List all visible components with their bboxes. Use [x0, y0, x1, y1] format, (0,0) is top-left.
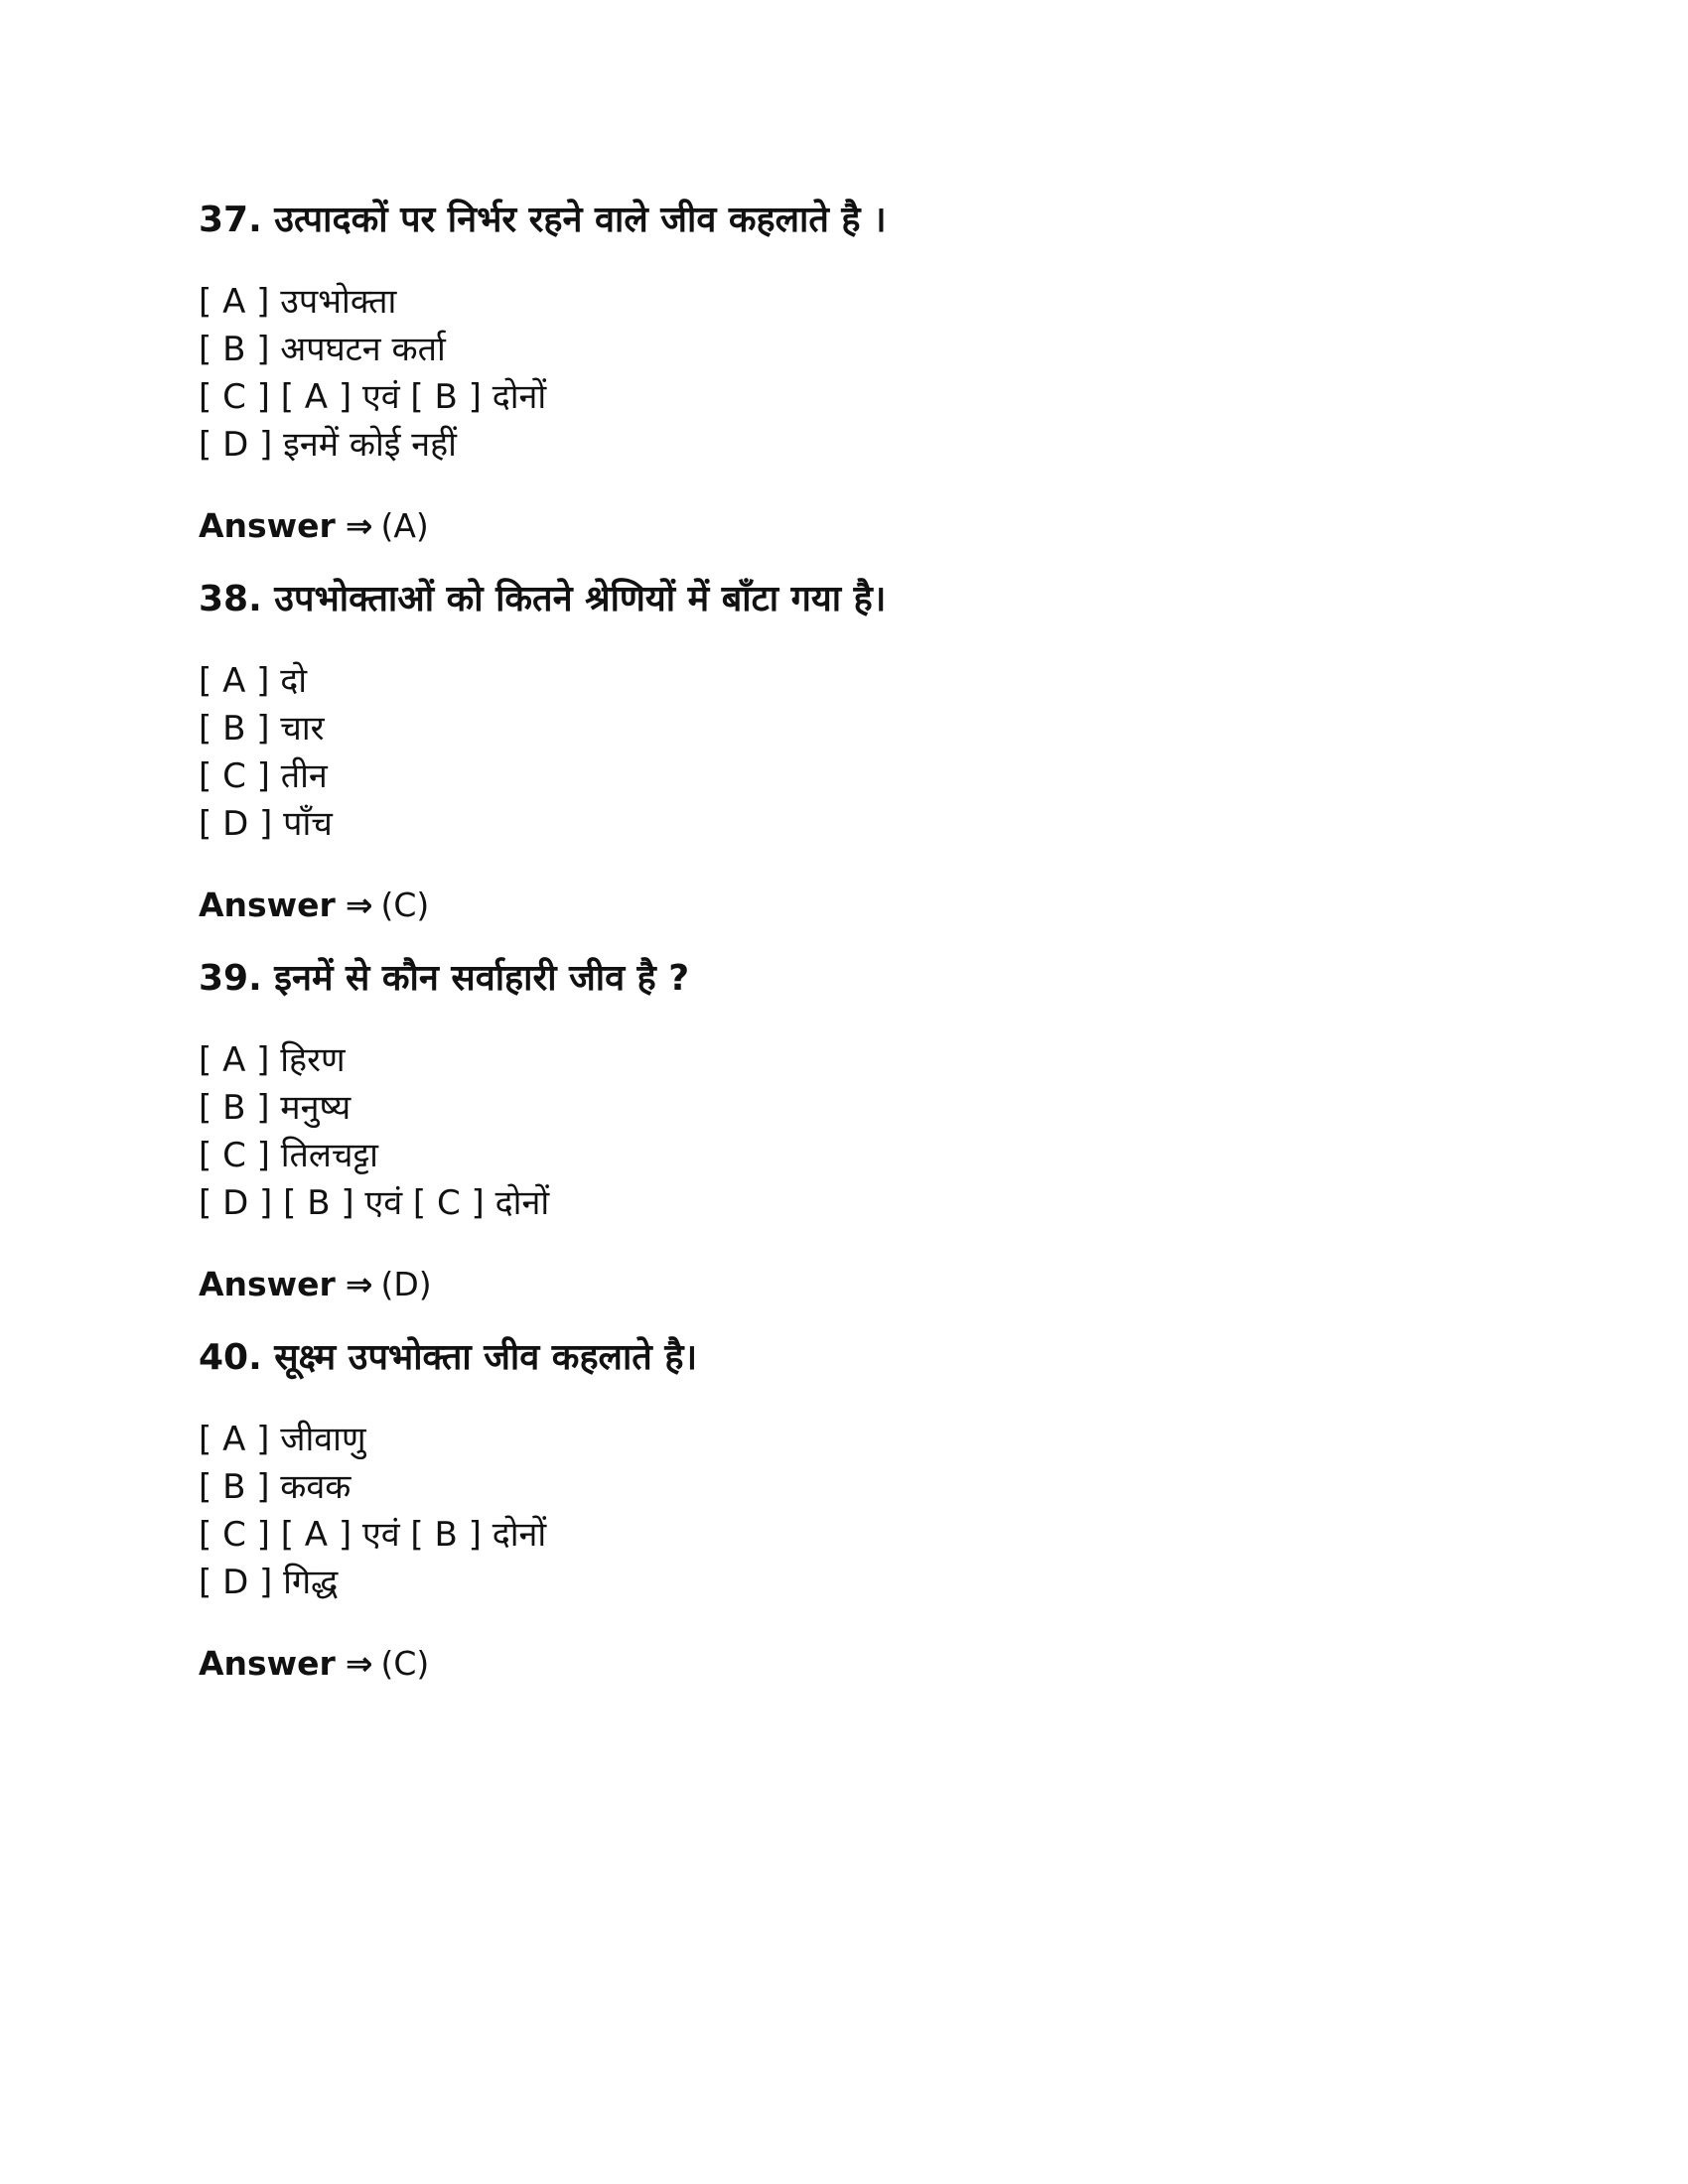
option-b: [ B ] चार — [199, 709, 325, 749]
options-list — [199, 1036, 1509, 1227]
question-title: 40. सूक्ष्म उपभोक्ता जीव कहलाते है। — [199, 1337, 698, 1378]
option-d: [ D ] पाँच — [199, 804, 333, 844]
option-c: [ C ] तीन — [199, 756, 328, 796]
options-list — [199, 1416, 1509, 1606]
option-c: [ C ] तिलचट्टा — [199, 1136, 378, 1175]
answer-label: Answer — [199, 1265, 336, 1303]
answer-line — [199, 502, 1509, 550]
option-b: [ B ] मनुष्य — [199, 1088, 352, 1128]
option-b: [ B ] अपघटन कर्ता — [199, 330, 446, 369]
answer-value: (C) — [380, 1644, 430, 1683]
answer-line — [199, 882, 1509, 929]
arrow-icon: ⇒ — [345, 886, 373, 924]
option-d: [ D ] गिद्ध — [199, 1563, 339, 1602]
question-title: 37. उत्पादकों पर निर्भर रहने वाले जीव कहलाते है । — [199, 200, 887, 240]
option-a: [ A ] उपभोक्ता — [199, 282, 397, 322]
options-list — [199, 657, 1509, 848]
option-a: [ A ] दो — [199, 661, 308, 701]
question-40 — [199, 1334, 1509, 1688]
answer-line — [199, 1261, 1509, 1308]
arrow-icon: ⇒ — [345, 1265, 373, 1303]
arrow-icon: ⇒ — [345, 1644, 373, 1683]
option-b: [ B ] कवक — [199, 1467, 352, 1507]
option-c: [ C ] [ A ] एवं [ B ] दोनों — [199, 1515, 547, 1555]
question-title: 38. उपभोक्ताओं को कितने श्रेणियों में बाँटा गया है। — [199, 579, 887, 619]
option-a: [ A ] जीवाणु — [199, 1420, 366, 1459]
answer-value: (A) — [380, 506, 429, 545]
question-38 — [199, 576, 1509, 929]
answer-value: (C) — [380, 886, 430, 924]
answer-value: (D) — [380, 1265, 432, 1303]
answer-label: Answer — [199, 1644, 336, 1683]
question-39 — [199, 955, 1509, 1308]
arrow-icon: ⇒ — [345, 506, 373, 545]
question-37 — [199, 197, 1509, 550]
options-list — [199, 278, 1509, 469]
answer-line — [199, 1640, 1509, 1688]
question-title: 39. इनमें से कौन सर्वाहारी जीव है ? — [199, 958, 690, 999]
option-d: [ D ] इनमें कोई नहीं — [199, 425, 457, 465]
option-c: [ C ] [ A ] एवं [ B ] दोनों — [199, 377, 547, 417]
option-d: [ D ] [ B ] एवं [ C ] दोनों — [199, 1183, 550, 1223]
option-a: [ A ] हिरण — [199, 1040, 346, 1080]
answer-label: Answer — [199, 506, 336, 545]
answer-label: Answer — [199, 886, 336, 924]
